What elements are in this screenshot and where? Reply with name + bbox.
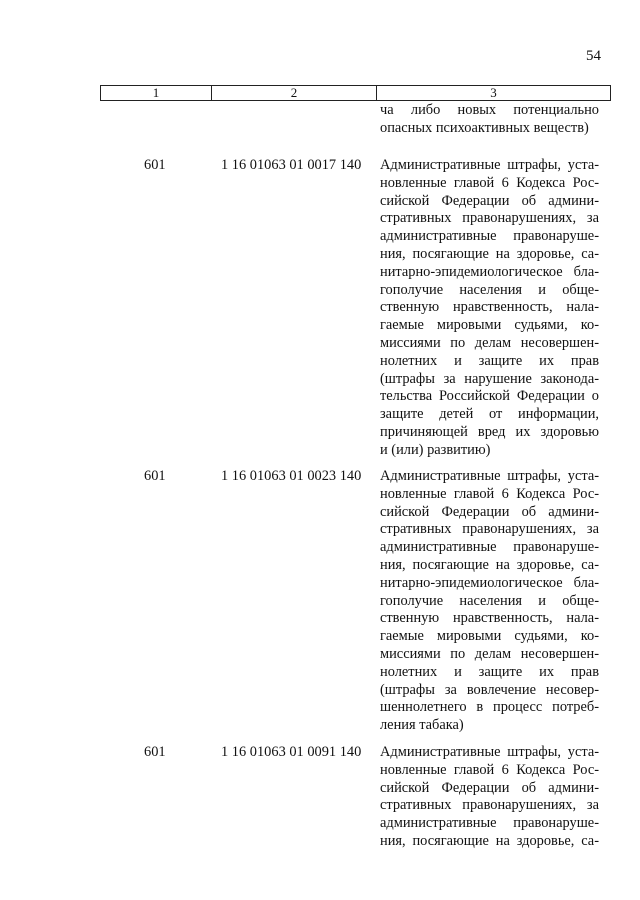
budget-code: 1 16 01063 01 0023 140 [221,468,362,484]
text-line: ственную нравственность, нала- [380,299,599,316]
budget-code: 1 16 01063 01 0091 140 [221,744,362,760]
text-line: ния, посягающие на здоровье, са- [380,556,599,573]
text-line: миссиями по делам несовершен- [380,645,599,662]
text-line: опасных психоактивных веществ) [380,119,589,136]
text-line: сийской Федерации об админи- [380,503,599,520]
text-line: причиняющей вред их здоровью [380,423,599,440]
admin-code: 601 [144,468,166,484]
text-line: нолетних и защите их прав [380,352,599,369]
row-description [380,157,599,460]
text-line: гаемые мировыми судьями, ко- [380,628,599,645]
admin-code: 601 [144,744,166,760]
header-col-1: 1 [101,86,212,101]
text-line: новленные главой 6 Кодекса Рос- [380,174,599,191]
text-line: стративных правонарушениях, за [380,521,599,538]
text-line: миссиями по делам несовершен- [380,334,599,351]
header-col-3: 3 [377,86,611,101]
text-line: Административные штрафы, уста- [380,157,599,173]
text-line: Административные штрафы, уста- [380,468,599,484]
text-line: (штрафы за вовлечение несовер- [380,681,599,698]
text-line: стративных правонарушениях, за [380,210,599,227]
text-line: новленные главой 6 Кодекса Рос- [380,485,599,502]
text-line: административные правонаруше- [380,815,599,832]
text-line: нолетних и защите их прав [380,663,599,680]
text-line: ча либо новых потенциально [380,102,599,118]
text-line: гополучие населения и обще- [380,592,599,609]
text-line: нитарно-эпидемиологическое бла- [380,263,599,280]
text-line: и (или) развитию) [380,441,491,458]
row-description [380,468,599,735]
text-line: гаемые мировыми судьями, ко- [380,317,599,334]
text-line: гополучие населения и обще- [380,281,599,298]
text-line: шеннолетнего в процесс потреб- [380,699,599,716]
text-line: Административные штрафы, уста- [380,744,599,760]
text-line: сийской Федерации об админи- [380,779,599,796]
text-line: административные правонаруше- [380,228,599,245]
text-line: сийской Федерации об админи- [380,192,599,209]
column-header-table [100,85,611,101]
page-number: 54 [586,48,601,64]
header-col-2: 2 [212,86,377,101]
budget-code: 1 16 01063 01 0017 140 [221,157,362,173]
text-line: защите детей от информации, [380,406,599,423]
text-line: ния, посягающие на здоровье, са- [380,832,599,849]
text-line: тельства Российской Федерации о [380,388,599,405]
text-line: (штрафы за нарушение законода- [380,370,599,387]
text-line: новленные главой 6 Кодекса Рос- [380,761,599,778]
row-description [380,744,599,851]
text-line: нитарно-эпидемиологическое бла- [380,574,599,591]
text-line: ственную нравственность, нала- [380,610,599,627]
text-line: ния, посягающие на здоровье, са- [380,245,599,262]
text-line: административные правонаруше- [380,539,599,556]
text-line: стративных правонарушениях, за [380,797,599,814]
admin-code: 601 [144,157,166,173]
continuation-text [380,102,599,138]
text-line: ления табака) [380,717,464,734]
header-row [101,86,611,101]
